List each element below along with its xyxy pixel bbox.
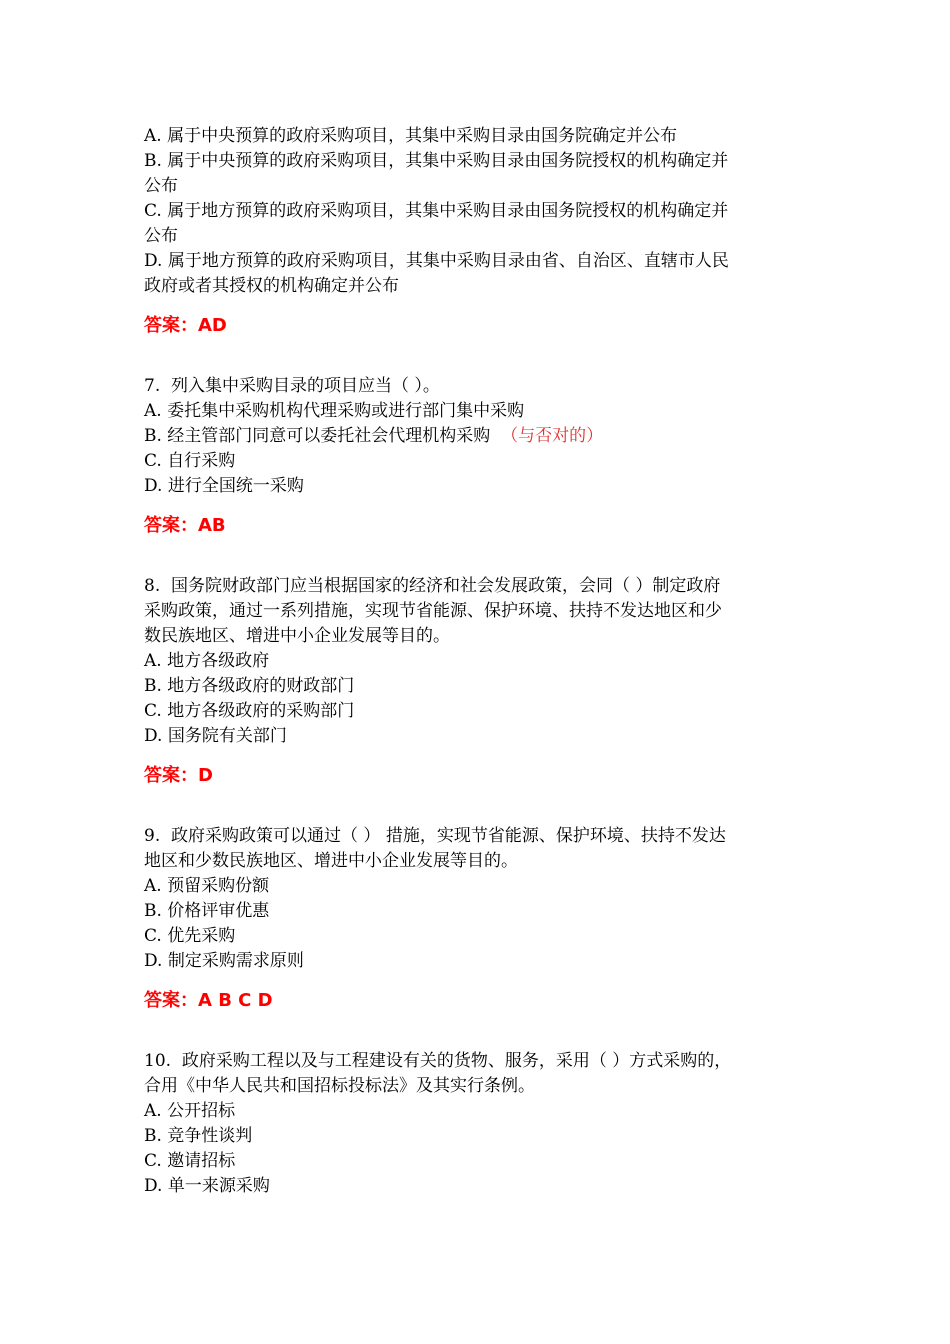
answer-7: 答案：AB <box>144 515 226 536</box>
option-7b-text: B. 经主管部门同意可以委托社会代理机构采购 <box>144 426 502 446</box>
option-9b: B. 价格评审优惠 <box>144 901 270 921</box>
option-8a: A. 地方各级政府 <box>144 651 270 671</box>
option-6c-cont: 公布 <box>144 226 178 246</box>
answer-6: 答案：AD <box>144 315 227 336</box>
option-10d: D. 单一来源采购 <box>144 1176 270 1196</box>
option-10c: C. 邀请招标 <box>144 1151 236 1171</box>
question-8-line-2: 采购政策，通过一系列措施，实现节省能源、保护环境、扶持不发达地区和少 <box>144 601 722 621</box>
option-9a: A. 预留采购份额 <box>144 876 270 896</box>
answer-9: 答案：A B C D <box>144 990 273 1011</box>
option-9d: D. 制定采购需求原则 <box>144 951 304 971</box>
option-6d-cont: 政府或者其授权的机构确定并公布 <box>144 276 399 296</box>
answer-8: 答案：D <box>144 765 213 786</box>
option-8d: D. 国务院有关部门 <box>144 726 287 746</box>
question-8-line-3: 数民族地区、增进中小企业发展等目的。 <box>144 626 450 646</box>
document-page <box>144 124 816 1199</box>
option-10b: B. 竞争性谈判 <box>144 1126 253 1146</box>
option-6b-cont: 公布 <box>144 176 178 196</box>
option-6d: D. 属于地方预算的政府采购项目，其集中采购目录由省、自治区、直辖市人民 <box>144 251 729 271</box>
option-6b: B. 属于中央预算的政府采购项目，其集中采购目录由国务院授权的机构确定并 <box>144 151 729 171</box>
option-10a: A. 公开招标 <box>144 1101 236 1121</box>
option-7b <box>144 424 816 449</box>
question-9-line-2: 地区和少数民族地区、增进中小企业发展等目的。 <box>144 851 518 871</box>
question-10-line-2: 合用《中华人民共和国招标投标法》及其实行条例。 <box>144 1076 535 1096</box>
question-8-line-1: 8. 国务院财政部门应当根据国家的经济和社会发展政策，会同（ ）制定政府 <box>144 576 721 596</box>
option-7d: D. 进行全国统一采购 <box>144 476 304 496</box>
question-7: 7. 列入集中采购目录的项目应当（ ）。 <box>144 376 440 396</box>
option-7c: C. 自行采购 <box>144 451 236 471</box>
question-9-line-1: 9. 政府采购政策可以通过（ ） 措施，实现节省能源、保护环境、扶持不发达 <box>144 826 726 846</box>
option-6c: C. 属于地方预算的政府采购项目，其集中采购目录由国务院授权的机构确定并 <box>144 201 729 221</box>
option-8b: B. 地方各级政府的财政部门 <box>144 676 355 696</box>
option-9c: C. 优先采购 <box>144 926 236 946</box>
option-7b-note: （与否对的） <box>501 426 604 446</box>
option-8c: C. 地方各级政府的采购部门 <box>144 701 355 721</box>
question-6-options <box>144 124 816 299</box>
question-10-line-1: 10. 政府采购工程以及与工程建设有关的货物、服务，采用（ ）方式采购的， <box>144 1051 732 1071</box>
option-6a: A. 属于中央预算的政府采购项目，其集中采购目录由国务院确定并公布 <box>144 126 678 146</box>
option-7a: A. 委托集中采购机构代理采购或进行部门集中采购 <box>144 401 525 421</box>
